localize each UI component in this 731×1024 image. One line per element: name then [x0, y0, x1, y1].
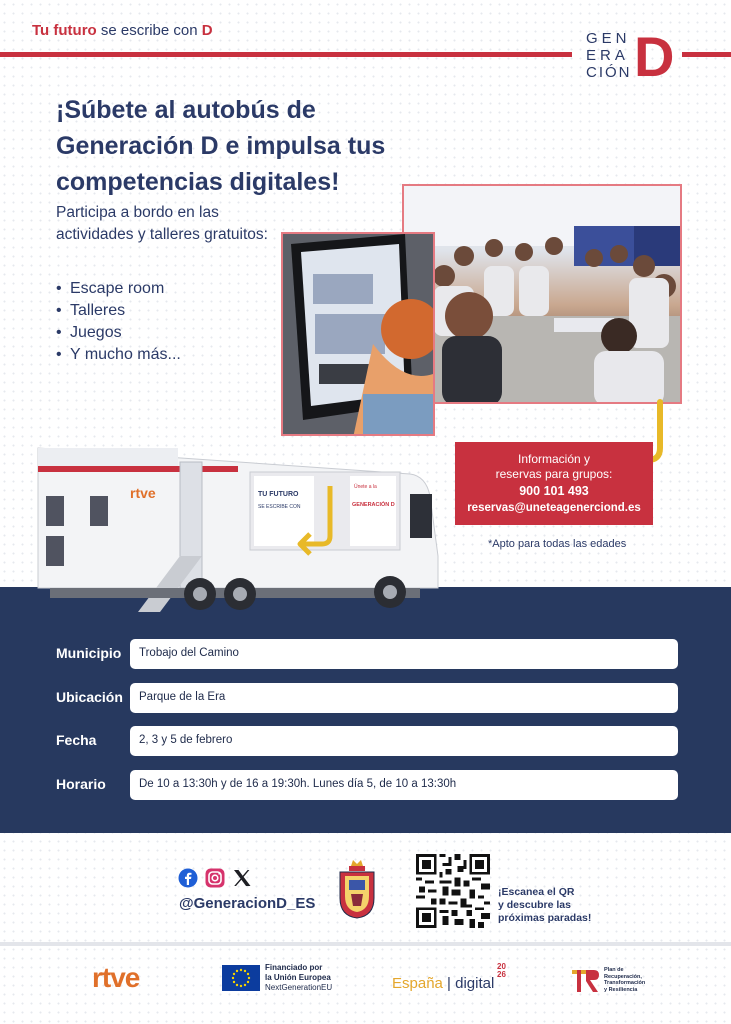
prtr-line-3: Transformación — [604, 980, 646, 986]
year-bottom: 26 — [497, 970, 506, 979]
detail-value: De 10 a 13:30h y de 16 a 19:30h. Lunes día 5, de 10 a 13:30h — [130, 770, 678, 800]
bus-text-escribe: SE ESCRIBE CON — [258, 504, 301, 510]
booking-info-box — [455, 442, 653, 525]
instagram-icon[interactable] — [205, 868, 225, 888]
eu-flag-icon — [222, 965, 260, 991]
logo-line-3: CIÓN — [586, 64, 632, 81]
list-item: • Y mucho más... — [56, 344, 181, 366]
recovery-plan-text — [604, 967, 649, 993]
bus-text-unete: Únete a la — [354, 484, 377, 490]
workshop-scene — [404, 186, 682, 404]
headline: ¡Súbete al autobús de Generación D e impulsa tus competencias digitales! — [56, 96, 386, 196]
qr-caption-line-3: próximas paradas! — [498, 912, 592, 924]
detail-label: Fecha — [56, 732, 97, 748]
touchscreen-photo — [281, 232, 435, 436]
list-item: • Talleres — [56, 300, 181, 322]
detail-value: Trobajo del Camino — [130, 639, 678, 669]
bus-text-generacion: GENERACIÓN D — [352, 502, 395, 508]
list-item: • Escape room — [56, 278, 181, 300]
rtve-logo: rtve — [92, 962, 140, 993]
intro-text: Participa a bordo en las actividades y talleres gratuitos: — [56, 204, 268, 243]
workshop-photo — [402, 184, 682, 404]
bus-rtve-logo: rtve — [130, 485, 156, 501]
detail-row-ubicacion — [56, 683, 678, 713]
year-top: 20 — [497, 962, 506, 971]
bus-text-futuro: TU FUTURO — [258, 491, 299, 498]
tagline — [32, 22, 213, 39]
qr-caption — [498, 886, 598, 925]
tagline-letter: D — [201, 22, 213, 39]
email-link[interactable]: reservas@uneteagenerciond.es — [467, 502, 641, 514]
detail-row-fecha — [56, 726, 678, 756]
phone-number[interactable]: 900 101 493 — [519, 484, 589, 498]
detail-label: Horario — [56, 776, 106, 792]
info-title-line-2: reservas para grupos: — [495, 467, 613, 481]
x-icon[interactable] — [232, 868, 252, 888]
espana-word: España — [392, 975, 443, 992]
footer-divider — [0, 942, 731, 946]
eu-text-line-3: NextGenerationEU — [265, 983, 333, 992]
age-note: *Apto para todas las edades — [488, 538, 627, 550]
qr-code[interactable] — [416, 854, 490, 928]
year-mark — [497, 963, 506, 979]
recovery-plan-logo-icon — [570, 966, 602, 994]
list-item: • Juegos — [56, 322, 181, 344]
detail-label: Ubicación — [56, 689, 123, 705]
header-divider-left — [0, 52, 572, 57]
qr-caption-line-2: y descubre las — [498, 899, 571, 911]
digital-word: digital — [455, 975, 495, 992]
tagline-middle: se escribe con — [100, 22, 198, 39]
detail-label: Municipio — [56, 645, 122, 661]
logo-d: D — [634, 25, 675, 88]
bus-illustration — [30, 436, 442, 612]
detail-row-municipio — [56, 639, 678, 669]
touchscreen-scene — [283, 234, 435, 436]
detail-value: 2, 3 y 5 de febrero — [130, 726, 678, 756]
espana-digital-logo: España | digital 20 26 — [392, 962, 506, 992]
tagline-emphasis: Tu futuro — [32, 22, 97, 39]
detail-value: Parque de la Era — [130, 683, 678, 713]
facebook-icon[interactable] — [178, 868, 198, 888]
logo-line-2: ERA — [586, 47, 629, 64]
header-divider-right — [682, 52, 731, 57]
prtr-line-2: Recuperación, — [604, 973, 642, 980]
generacion-d-logo — [586, 25, 678, 88]
qr-caption-line-1: ¡Escanea el QR — [498, 886, 575, 898]
eu-text-line-1: Financiado por — [265, 963, 323, 972]
detail-row-horario — [56, 770, 678, 800]
eu-funding-text — [265, 963, 355, 993]
prtr-line-1: Plan de — [604, 967, 624, 973]
activities-list — [56, 278, 181, 366]
prtr-line-4: y Resiliencia — [604, 986, 638, 993]
eu-text-line-2: la Unión Europea — [265, 973, 331, 982]
municipal-crest — [337, 858, 377, 920]
info-title-line-1: Información y — [517, 452, 591, 466]
logo-line-1: GEN — [586, 30, 631, 47]
social-handle[interactable]: @GeneracionD_ES — [179, 895, 316, 912]
